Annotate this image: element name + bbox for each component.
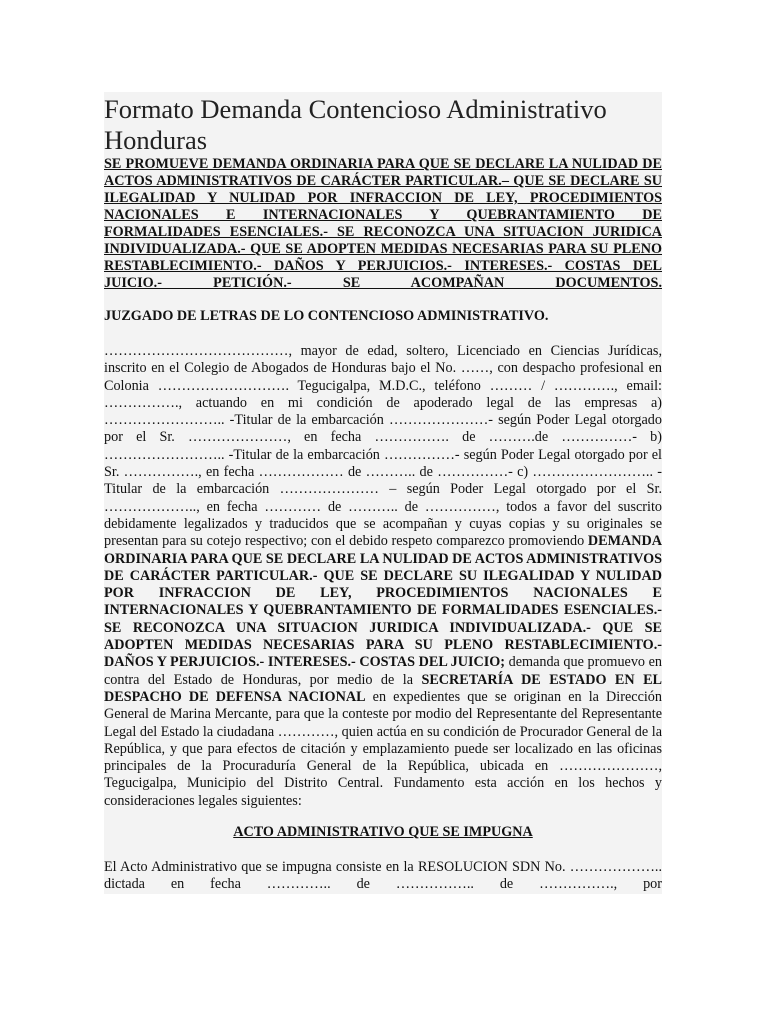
court-name: JUZGADO DE LETRAS DE LO CONTENCIOSO ADMINISTRATIVO. [104, 308, 549, 324]
petition-text-part1: …………………………………, mayor de edad, soltero, Licenciado en Ciencias Jurídicas, inscrito en el Colegio de Abogados de Honduras bajo el No. ……, con despacho profesional en Colonia ………………………. Tegucigalpa, M.D.C., teléfono ……… / …………., email: ……………., actuando en mi condición de apoderado legal de las empresas a) …………………….. -Titular de la embarcación …………………- según Poder Legal otorgado por el Sr. …………………, en fecha ……………. de ……….de ……………- b) …………………….. -Titular de la embarcación ……………- según Poder Legal otorgado por el Sr. ……………., en fecha ……………… de ……….. de ……………- c) …………………….. -Titular de la embarcación ………………… – según Poder Legal otorgado por el Sr. ……………….., en fecha ………… de ……….. de ……………, todos a favor del suscrito debidamente legalizados y traducidos que se acompañan y cuyas copias y su originales se presentan para su cotejo respectivo; con el debido respeto comparezco promoviendo [104, 343, 662, 550]
document-page [104, 92, 662, 894]
defendant-ministry-bold: SECRETARÍA DE ESTADO EN EL DESPACHO DE DEFENSA NACIONAL [104, 671, 663, 705]
final-paragraph: El Acto Administrativo que se impugna consiste en la RESOLUCION SDN No. ……………….. dictada en fecha ………….. de …………….. de ……………., por [104, 859, 662, 893]
petition-text-part3: en expedientes que se originan en la Dirección General de Marina Mercante, para que la conteste por modio del Representante del Representante Legal del Estado la ciudadana …………, quien actúa en su condición de Procurador General de la República, y que para efectos de citación y emplazamiento puede ser localizado en las oficinas principales de la Procuraduría General de la República, ubicada en …………………, Tegucigalpa, Municipio del Distrito Central. Fundamento esta acción en los hechos y consideraciones legales siguientes: [104, 688, 662, 809]
claim-summary-heading: SE PROMUEVE DEMANDA ORDINARIA PARA QUE SE DECLARE LA NULIDAD DE ACTOS ADMINISTRATIVOS DE CARÁCTER PARTICULAR.– QUE SE DECLARE SU ILEGALIDAD Y NULIDAD POR INFRACCION DE LEY, PROCEDIMIENTOS NACIONALES E INTERNACIONALES Y QUEBRANTAMIENTO DE FORMALIDADES ESENCIALES.- SE RECONOZCA UNA SITUACION JURIDICA INDIVIDUALIZADA.- QUE SE ADOPTEN MEDIDAS NECESARIAS PARA SU PLENO RESTABLECIMIENTO.- DAÑOS Y PERJUICIOS.- INTERESES.- COSTAS DEL JUICIO.- PETICIÓN.- SE ACOMPAÑAN DOCUMENTOS. [104, 156, 662, 291]
petition-body [104, 343, 662, 810]
document-title: Formato Demanda Contencioso Administrativo Honduras [104, 94, 607, 155]
petition-text-part2: demanda que promuevo en contra del Estado de Honduras, por medio de la [104, 654, 663, 688]
section-heading: ACTO ADMINISTRATIVO QUE SE IMPUGNA [233, 824, 533, 841]
petition-claim-bold: DEMANDA ORDINARIA PARA QUE SE DECLARE LA NULIDAD DE ACTOS ADMINISTRATIVOS DE CARÁCTER PARTICULAR.- QUE SE DECLARE SU ILEGALIDAD Y NULIDAD POR INFRACCION DE LEY, PROCEDIMIENTOS NACIONALES E INTERNACIONALES Y QUEBRANTAMIENTO DE FORMALIDADES ESENCIALES.- SE RECONOZCA UNA SITUACION JURIDICA INDIVIDUALIZADA.- QUE SE ADOPTEN MEDIDAS NECESARIAS PARA SU PLENO RESTABLECIMIENTO.- DAÑOS Y PERJUICIOS.- INTERESES.- COSTAS DEL JUICIO; [104, 533, 662, 671]
